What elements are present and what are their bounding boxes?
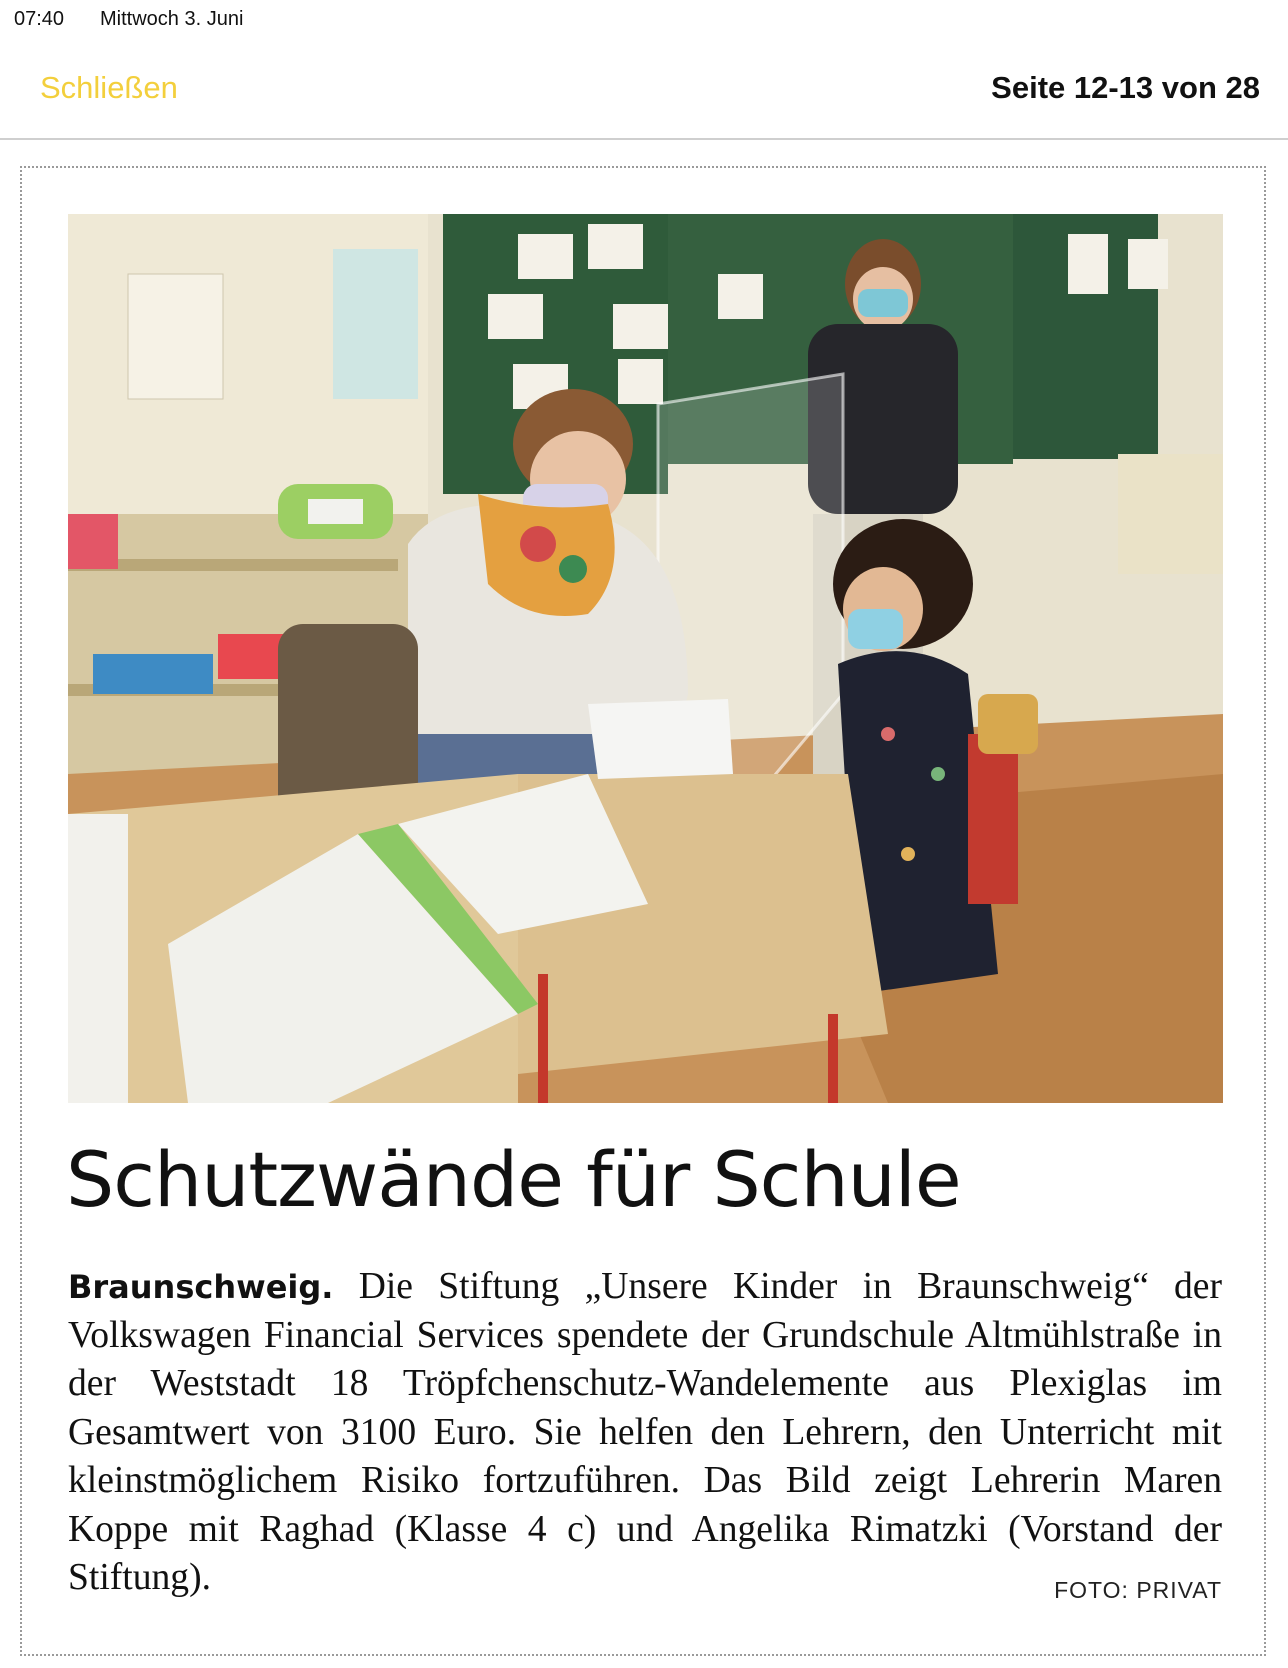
page-indicator: Seite 12-13 von 28	[991, 70, 1260, 105]
status-bar	[0, 0, 1288, 40]
classroom-photo	[68, 214, 1223, 1103]
reader-toolbar	[0, 40, 1288, 140]
status-time: 07:40	[14, 8, 65, 30]
article-body	[68, 1263, 1222, 1615]
close-button[interactable]: Schließen	[40, 70, 178, 105]
status-date: Mittwoch 3. Juni	[100, 8, 244, 30]
photo-credit: FOTO: PRIVAT	[1054, 1577, 1222, 1603]
article-photo	[68, 214, 1223, 1103]
article-text: Die Stiftung „Unsere Kinder in Braunschweig“ der Volkswagen Financial Services spendete der Grundschule Altmühlstraße in der Weststadt 18 Tröpfchenschutz-Wandelemente aus Plexiglas im Gesamtwert von 3100 Euro. Sie helfen den Lehrern, den Unterricht mit kleinstmöglichem Risiko fortzuführen. Das Bild zeigt Lehrerin Maren Koppe mit Raghad (Klasse 4 c) und Angelika Rimatzki (Vorstand der Stiftung).	[68, 1266, 1222, 1598]
article-headline: Schutzwände für Schule	[66, 1135, 961, 1224]
article-dateline: Braunschweig.	[68, 1268, 334, 1306]
